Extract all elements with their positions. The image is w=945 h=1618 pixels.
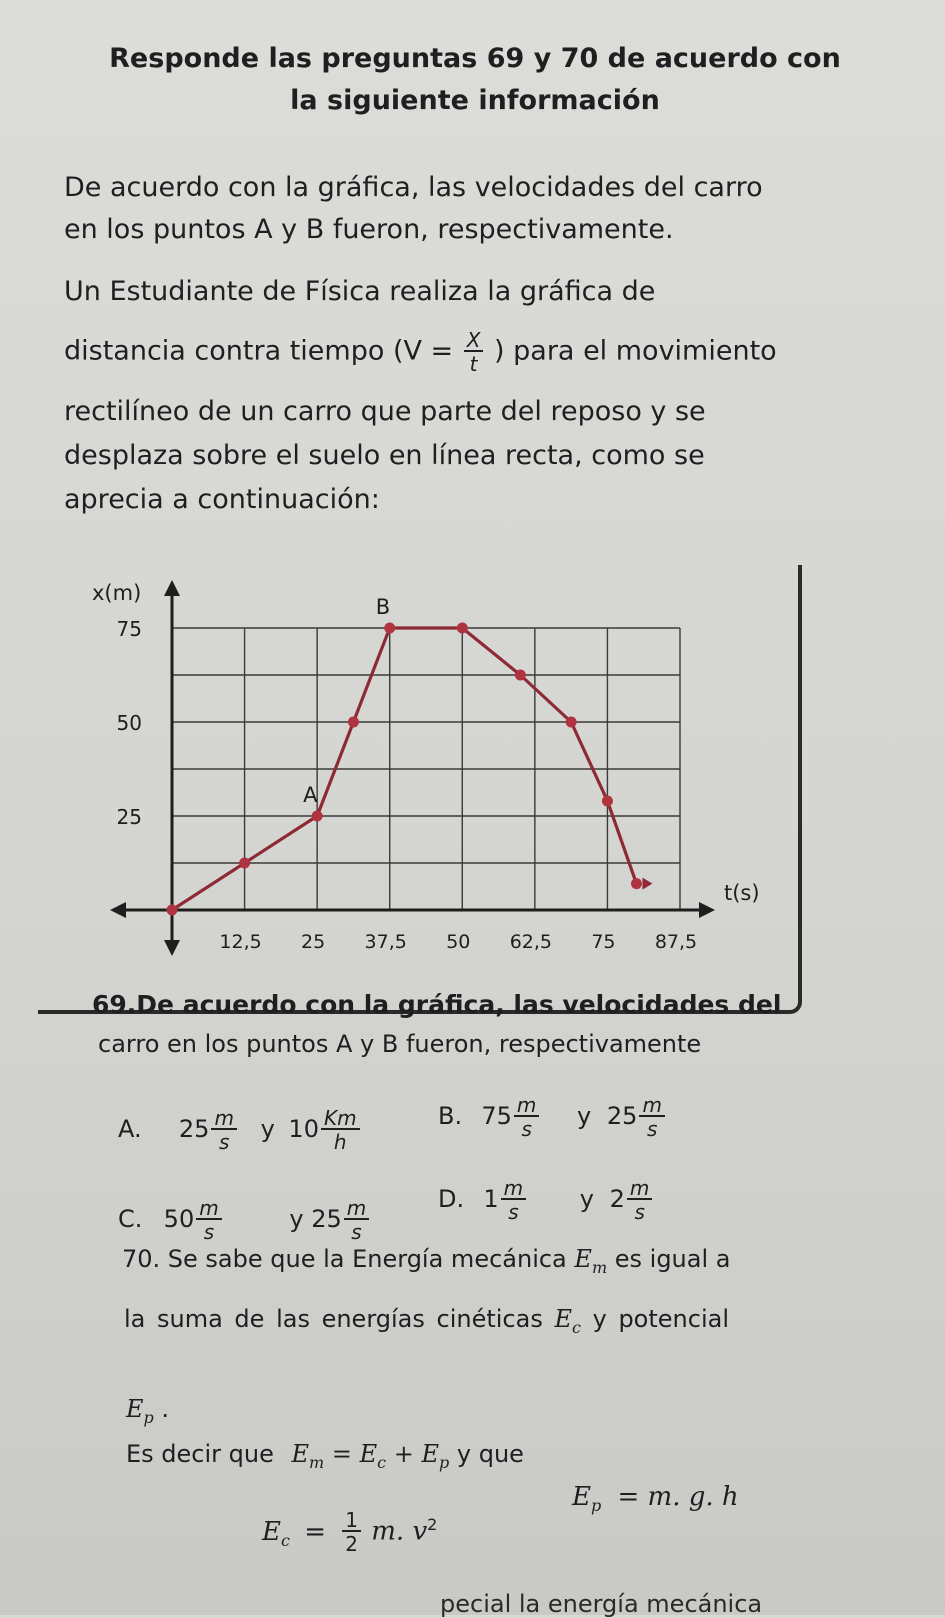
option-d-and: y xyxy=(579,1185,594,1213)
heading-line-1: Responde las preguntas 69 y 70 de acuerdo con xyxy=(109,43,841,74)
data-point xyxy=(515,670,526,681)
option-d-unit2 xyxy=(627,1178,652,1222)
q70-line1 xyxy=(122,1245,730,1277)
q70-line1-pre: 70. Se sabe que la Energía mecánica xyxy=(122,1245,567,1273)
distance-time-chart xyxy=(0,560,945,980)
option-b-unit1 xyxy=(514,1095,539,1139)
intro-p2-line5: aprecia a continuación: xyxy=(64,484,380,515)
ep-formula-sub: p xyxy=(590,1496,602,1515)
x-tick-label: 50 xyxy=(446,931,471,953)
q70-line2 xyxy=(124,1305,729,1337)
em-eq-letter: E xyxy=(291,1440,310,1468)
option-c-value2: 25 xyxy=(311,1205,342,1233)
intro-p2-line1: Un Estudiante de Física realiza la gráfica de xyxy=(64,276,656,307)
option-a-unit1 xyxy=(211,1108,236,1152)
data-point xyxy=(312,811,323,822)
em-eq-sub: m xyxy=(309,1453,325,1472)
intro-p2-line4: desplaza sobre el suelo en línea recta, como se xyxy=(64,440,705,471)
q70-line1-post: es igual a xyxy=(614,1245,731,1273)
ec-formula-sub: c xyxy=(280,1530,290,1550)
q69-option-b[interactable] xyxy=(438,1095,667,1139)
y-axis-arrow-up xyxy=(164,580,180,596)
data-point xyxy=(457,623,468,634)
option-b-and: y xyxy=(577,1102,592,1130)
velocity-fraction xyxy=(464,330,484,374)
option-b-value1: 75 xyxy=(481,1102,512,1130)
em-eq-plus-ep: + E xyxy=(386,1440,439,1468)
x-axis-arrow-right xyxy=(699,902,715,918)
ec-formula xyxy=(262,1510,437,1554)
ep-formula xyxy=(572,1482,739,1515)
option-b-unit2-num: m xyxy=(639,1095,664,1117)
option-c-unit2 xyxy=(344,1198,369,1242)
q70-line4-post: y que xyxy=(456,1440,524,1468)
data-point xyxy=(566,717,577,728)
option-d-value1: 1 xyxy=(483,1185,499,1213)
velocity-fraction-numerator: X xyxy=(464,330,484,352)
intro-p2-line3: rectilíneo de un carro que parte del reposo y se xyxy=(64,396,706,427)
option-b-unit1-num: m xyxy=(514,1095,539,1117)
option-a-value1: 25 xyxy=(178,1115,210,1143)
ep-symbol xyxy=(126,1395,154,1427)
option-c-value1: 50 xyxy=(163,1205,195,1233)
ep-formula-rhs: = m. g. h xyxy=(617,1482,739,1512)
data-point xyxy=(167,905,178,916)
velocity-fraction-denominator: t xyxy=(469,352,478,376)
option-a-unit1-den: s xyxy=(218,1130,230,1154)
ec-formula-half xyxy=(342,1510,361,1554)
point-label-B: B xyxy=(375,595,391,619)
ec-half-num: 1 xyxy=(342,1510,361,1532)
ec-formula-equals: = xyxy=(304,1516,327,1547)
option-c-unit1 xyxy=(196,1198,221,1242)
ep-formula-E: E xyxy=(572,1482,591,1512)
ec-letter: E xyxy=(554,1305,572,1333)
x-tick-label: 37,5 xyxy=(364,931,407,953)
option-c-unit2-num: m xyxy=(344,1198,369,1220)
option-a-value2: 10 xyxy=(288,1115,319,1143)
data-point xyxy=(631,878,642,889)
ep-sub: p xyxy=(143,1408,154,1427)
option-d-unit1-den: s xyxy=(508,1200,519,1224)
heading-line-2: la siguiente información xyxy=(290,85,660,116)
data-point xyxy=(602,795,613,806)
ec-formula-lhs xyxy=(262,1516,290,1550)
option-d-value2: 2 xyxy=(609,1185,625,1213)
em-sub: m xyxy=(591,1258,608,1277)
point-label-A: A xyxy=(303,783,318,807)
y-tick-label: 75 xyxy=(116,617,142,641)
ec-formula-square: 2 xyxy=(427,1514,438,1534)
q69-stem-line1: 69.De acuerdo con la gráfica, las velocidades del xyxy=(92,990,782,1019)
intro-p1-line1: De acuerdo con la gráfica, las velocidades del carro xyxy=(64,172,763,203)
option-d-unit2-den: s xyxy=(634,1200,645,1224)
option-c-letter: C. xyxy=(118,1205,143,1233)
y-tick-label: 50 xyxy=(116,711,142,735)
q70-line3 xyxy=(126,1395,169,1427)
em-eq-p-sub: p xyxy=(438,1453,450,1472)
x-tick-label: 62,5 xyxy=(509,931,553,953)
ec-symbol xyxy=(554,1305,581,1337)
ec-sub: c xyxy=(572,1318,581,1337)
ec-formula-E: E xyxy=(262,1516,281,1547)
q69-stem-line2: carro en los puntos A y B fueron, respectivamente xyxy=(98,1030,702,1058)
x-axis-label: t(s) xyxy=(724,881,760,905)
em-eq-c-sub: c xyxy=(377,1453,387,1472)
q70-line2-pre: la suma de las energías cinéticas xyxy=(124,1305,543,1333)
option-b-value2: 25 xyxy=(606,1102,638,1130)
em-eq-equals-ec: = E xyxy=(331,1440,378,1468)
q69-option-d[interactable] xyxy=(438,1178,654,1222)
data-point xyxy=(384,623,395,634)
q70-line3-dot: . xyxy=(153,1395,170,1423)
intro-p1-line2: en los puntos A y B fueron, respectivamente. xyxy=(64,214,674,245)
option-a-unit2 xyxy=(321,1108,360,1152)
q70-line2-post: y potencial xyxy=(592,1305,729,1333)
option-c-and: y xyxy=(289,1205,304,1233)
ep-letter: E xyxy=(126,1395,144,1423)
x-tick-label: 25 xyxy=(301,931,326,953)
data-point xyxy=(239,858,250,869)
ec-half-den: 2 xyxy=(345,1532,359,1556)
data-point xyxy=(348,717,359,728)
option-a-letter: A. xyxy=(118,1115,142,1143)
option-b-unit2 xyxy=(639,1095,664,1139)
q69-option-a[interactable] xyxy=(118,1108,362,1152)
ec-formula-mv: m. v xyxy=(371,1516,428,1547)
ep-formula-lhs xyxy=(572,1482,602,1515)
intro-p2-line2 xyxy=(64,330,904,374)
option-c-unit1-den: s xyxy=(203,1220,215,1244)
cut-off-line: pecial la energía mecánica xyxy=(440,1590,763,1618)
x-tick-label: 75 xyxy=(591,931,616,953)
velocity-formula-pre: distancia contra tiempo (V = xyxy=(64,335,462,367)
q70-line4-pre: Es decir que xyxy=(126,1440,274,1468)
y-tick-label: 25 xyxy=(116,805,142,829)
option-d-letter: D. xyxy=(438,1185,465,1213)
option-b-unit1-den: s xyxy=(521,1117,532,1141)
option-a-unit2-den: h xyxy=(333,1130,347,1154)
y-axis-label: x(m) xyxy=(92,581,142,605)
option-a-unit2-num: Km xyxy=(321,1108,360,1130)
velocity-formula-post: ) para el movimiento xyxy=(485,335,777,367)
y-axis-arrow-down xyxy=(164,940,180,956)
option-b-unit2-den: s xyxy=(646,1117,658,1141)
x-tick-label: 87,5 xyxy=(654,931,698,953)
q69-option-c[interactable] xyxy=(118,1198,371,1242)
option-a-unit1-num: m xyxy=(211,1108,236,1130)
option-c-unit1-num: m xyxy=(196,1198,221,1220)
option-d-unit1-num: m xyxy=(501,1178,526,1200)
option-d-unit2-num: m xyxy=(627,1178,652,1200)
em-equation xyxy=(291,1440,450,1472)
em-symbol xyxy=(574,1245,608,1277)
option-a-and: y xyxy=(260,1115,275,1143)
em-letter: E xyxy=(574,1245,592,1273)
option-c-unit2-den: s xyxy=(351,1220,362,1244)
x-tick-label: 12,5 xyxy=(219,931,262,953)
option-b-letter: B. xyxy=(438,1102,463,1130)
option-d-unit1 xyxy=(501,1178,526,1222)
series-end-arrow xyxy=(642,878,652,890)
x-axis-arrow-left xyxy=(110,902,126,918)
q70-line4 xyxy=(126,1440,524,1472)
